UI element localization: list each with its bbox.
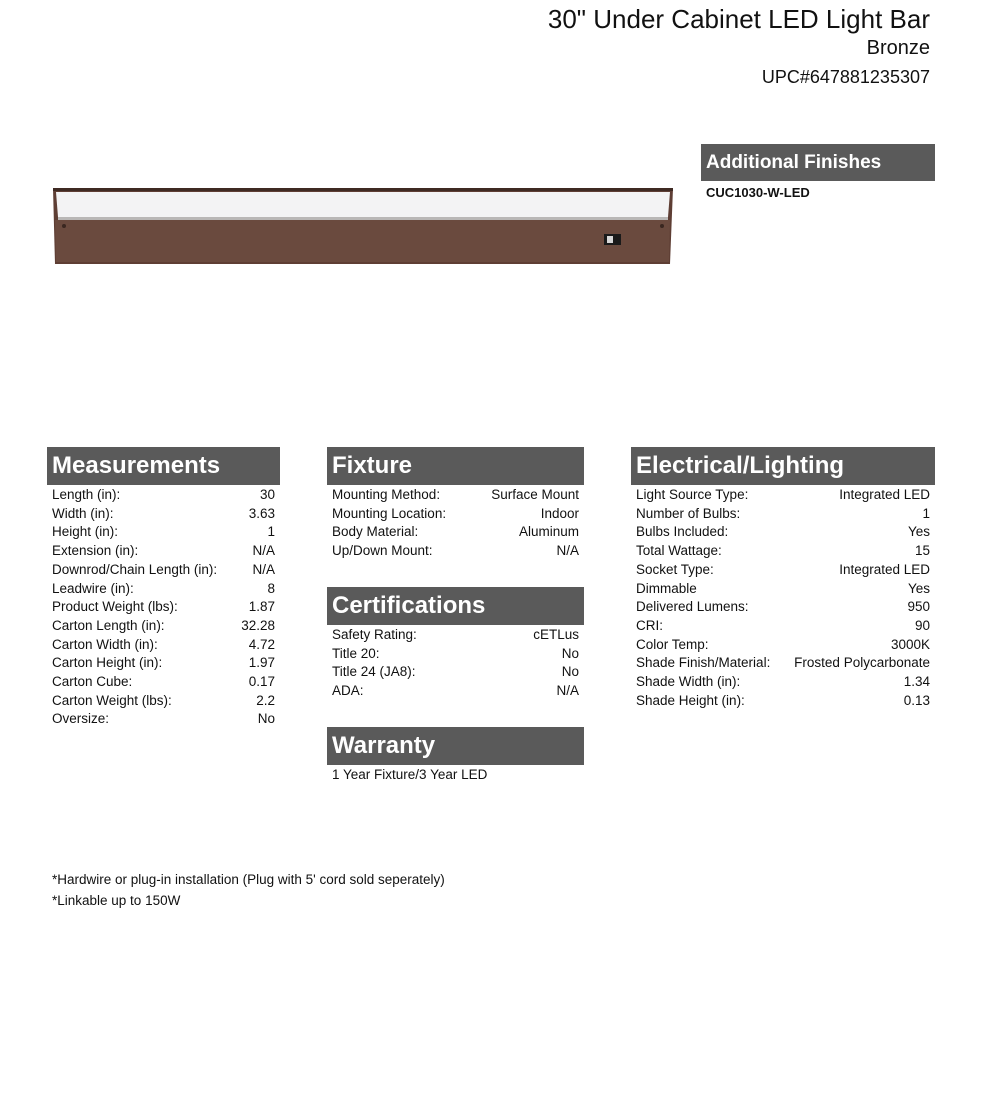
spec-row — [332, 626, 579, 645]
spec-value: cETLus — [533, 627, 579, 642]
spec-label: Body Material: — [332, 524, 419, 540]
additional-finishes-heading: Additional Finishes — [701, 144, 935, 181]
spec-row — [52, 505, 275, 524]
spec-value: No — [561, 664, 579, 680]
spec-label: Safety Rating: — [332, 627, 417, 642]
spec-value: N/A — [556, 683, 579, 699]
additional-finishes-panel — [701, 144, 935, 200]
spec-row — [52, 636, 275, 655]
spec-row — [52, 673, 275, 692]
spec-label: Carton Length (in): — [52, 617, 165, 633]
spec-row — [52, 617, 275, 636]
spec-label: Delivered Lumens: — [636, 599, 749, 615]
spec-row — [636, 561, 930, 580]
spec-label: Bulbs Included: — [636, 524, 729, 540]
footnote: *Linkable up to 150W — [52, 893, 181, 908]
warranty-section — [327, 727, 584, 785]
measurements-heading: Measurements — [47, 447, 280, 485]
product-image — [52, 186, 674, 266]
spec-label: Leadwire (in): — [52, 580, 134, 596]
spec-value: 32.28 — [241, 617, 275, 633]
spec-label: Carton Weight (lbs): — [52, 692, 172, 708]
spec-row — [52, 542, 275, 561]
spec-value: No — [257, 711, 275, 727]
spec-label: Shade Height (in): — [636, 692, 745, 708]
spec-row — [636, 692, 930, 711]
spec-row — [52, 486, 275, 505]
spec-value: 15 — [914, 543, 930, 559]
spec-label: Carton Cube: — [52, 674, 133, 690]
footnotes — [52, 869, 445, 911]
spec-label: Shade Finish/Material: — [636, 655, 771, 671]
spec-row — [52, 598, 275, 617]
spec-label: Shade Width (in): — [636, 674, 741, 690]
spec-row — [52, 561, 275, 580]
footnote: *Hardwire or plug-in installation (Plug with 5' cord sold seperately) — [52, 872, 445, 887]
fixture-table — [327, 485, 584, 561]
spec-row — [332, 505, 579, 524]
spec-label: Carton Height (in): — [52, 655, 163, 671]
fixture-heading: Fixture — [327, 447, 584, 485]
spec-label: Width (in): — [52, 505, 114, 521]
spec-value: 1.97 — [248, 655, 275, 671]
spec-row — [636, 542, 930, 561]
spec-label: CRI: — [636, 617, 663, 633]
spec-row — [636, 673, 930, 692]
spec-value: N/A — [252, 543, 275, 559]
product-title: 30" Under Cabinet LED Light Bar — [547, 4, 930, 34]
spec-value: 90 — [914, 617, 930, 633]
spec-value: Surface Mount — [491, 487, 579, 502]
electrical-heading: Electrical/Lighting — [631, 447, 935, 485]
spec-row — [636, 523, 930, 542]
warranty-text: 1 Year Fixture/3 Year LED — [332, 767, 488, 782]
electrical-table — [631, 485, 935, 710]
spec-value: Integrated LED — [839, 487, 930, 502]
spec-label: Color Temp: — [636, 636, 709, 652]
spec-label: Mounting Location: — [332, 505, 447, 521]
spec-value: 1.34 — [903, 674, 930, 690]
product-upc: UPC#647881235307 — [761, 67, 930, 87]
spec-value: Yes — [907, 580, 930, 596]
spec-label: Dimmable — [636, 580, 697, 596]
spec-row — [52, 580, 275, 599]
spec-row — [52, 523, 275, 542]
spec-value: 2.2 — [256, 692, 275, 708]
spec-row — [636, 617, 930, 636]
spec-value: 0.13 — [903, 692, 930, 708]
spec-label: Height (in): — [52, 524, 119, 540]
spec-label: Up/Down Mount: — [332, 543, 433, 559]
spec-value: 1.87 — [248, 599, 275, 615]
spec-row — [332, 663, 579, 682]
spec-row — [52, 654, 275, 673]
spec-row — [636, 580, 930, 599]
spec-label: Light Source Type: — [636, 487, 749, 502]
electrical-section — [631, 447, 935, 710]
spec-value: N/A — [252, 561, 275, 577]
spec-label: Title 20: — [332, 645, 380, 661]
spec-value: 950 — [907, 599, 930, 615]
spec-value: No — [561, 645, 579, 661]
spec-row — [636, 505, 930, 524]
spec-label: Product Weight (lbs): — [52, 599, 178, 615]
spec-label: Number of Bulbs: — [636, 505, 741, 521]
spec-row — [636, 654, 930, 673]
spec-value: 1 — [922, 505, 930, 521]
fixture-section — [327, 447, 584, 561]
spec-value: 3000K — [890, 636, 930, 652]
spec-value: Yes — [907, 524, 930, 540]
product-header — [548, 4, 930, 90]
warranty-heading: Warranty — [327, 727, 584, 765]
finish-item[interactable]: CUC1030-W-LED — [706, 185, 810, 200]
measurements-table — [47, 485, 280, 729]
spec-label: Mounting Method: — [332, 487, 441, 502]
spec-label: Carton Width (in): — [52, 636, 158, 652]
spec-value: 3.63 — [248, 505, 275, 521]
spec-row — [636, 598, 930, 617]
spec-row — [636, 636, 930, 655]
spec-row — [332, 542, 579, 561]
spec-label: Title 24 (JA8): — [332, 664, 416, 680]
spec-value: 1 — [267, 524, 275, 540]
spec-value: N/A — [556, 543, 579, 559]
spec-row — [332, 645, 579, 664]
spec-value: Indoor — [540, 505, 579, 521]
spec-label: Extension (in): — [52, 543, 139, 559]
spec-label: Downrod/Chain Length (in): — [52, 561, 218, 577]
spec-row — [52, 710, 275, 729]
certifications-table — [327, 625, 584, 701]
certifications-heading: Certifications — [327, 587, 584, 625]
spec-label: Length (in): — [52, 487, 121, 502]
spec-row — [332, 523, 579, 542]
certifications-section — [327, 587, 584, 701]
spec-label: ADA: — [332, 683, 364, 699]
spec-value: 0.17 — [248, 674, 275, 690]
spec-row — [332, 486, 579, 505]
spec-value: Aluminum — [518, 524, 579, 540]
spec-row — [636, 486, 930, 505]
spec-value: 4.72 — [248, 636, 275, 652]
spec-row — [332, 682, 579, 701]
warranty-body — [327, 765, 584, 785]
spec-value: Frosted Polycarbonate — [794, 655, 930, 671]
spec-label: Total Wattage: — [636, 543, 722, 559]
product-finish: Bronze — [866, 37, 930, 59]
spec-value: Integrated LED — [839, 561, 930, 577]
spec-value: 8 — [267, 580, 275, 596]
spec-value: 30 — [259, 487, 275, 502]
measurements-section — [47, 447, 280, 729]
spec-row — [52, 692, 275, 711]
light-bar-image — [52, 186, 674, 266]
spec-label: Oversize: — [52, 711, 110, 727]
spec-label: Socket Type: — [636, 561, 714, 577]
